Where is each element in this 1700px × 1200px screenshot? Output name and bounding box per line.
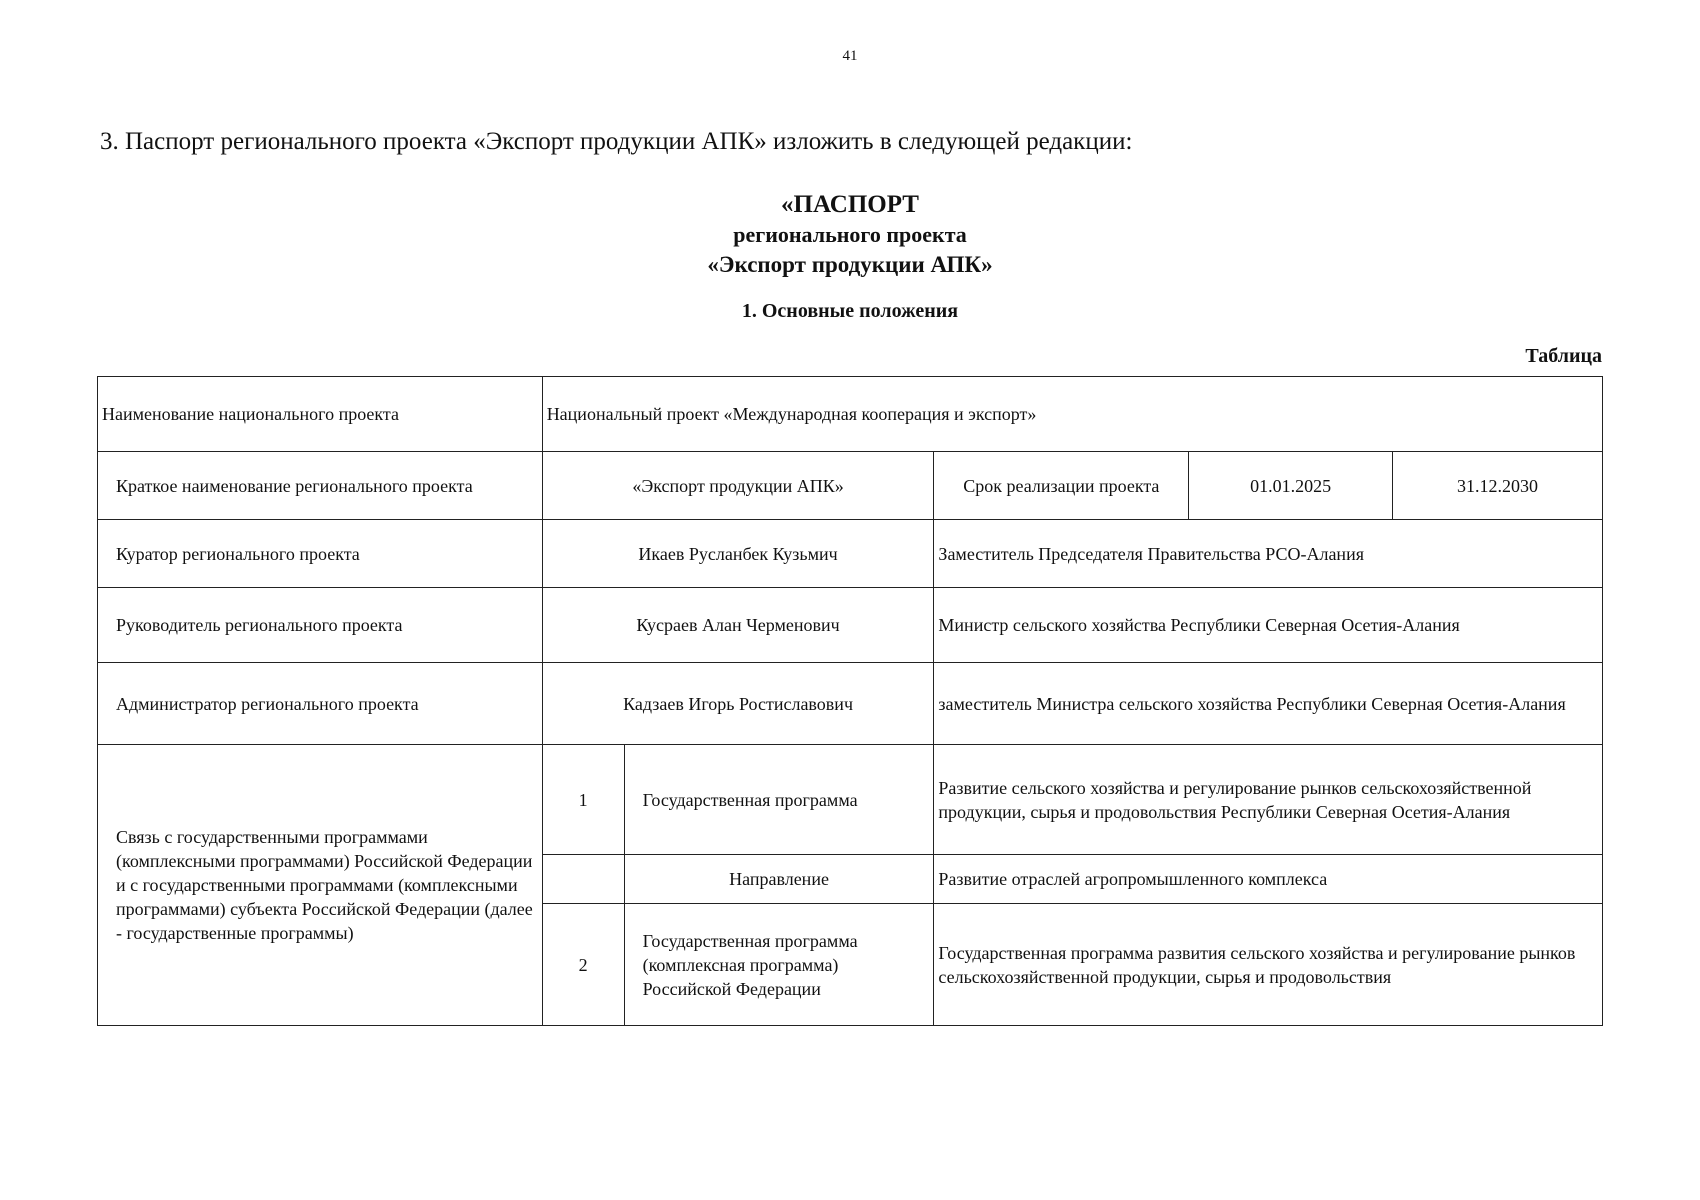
program-name: Развитие сельского хозяйства и регулирование рынков сельскохозяйственной продукции, сырья и продовольствия Республики Северная Осетия-Алания <box>934 745 1603 855</box>
program-type: Государственная программа <box>624 745 934 855</box>
admin-label: Администратор регионального проекта <box>98 663 543 745</box>
title-line-2: регионального проекта <box>733 222 967 247</box>
term-label: Срок реализации проекта <box>934 452 1189 520</box>
document-title <box>0 190 1700 280</box>
program-type: Государственная программа (комплексная программа) Российской Федерации <box>624 904 934 1026</box>
admin-position: заместитель Министра сельского хозяйства Республики Северная Осетия-Алания <box>934 663 1603 745</box>
curator-name: Икаев Русланбек Кузьмич <box>542 520 934 588</box>
term-start: 01.01.2025 <box>1189 452 1393 520</box>
table-row-program-1 <box>98 745 1603 855</box>
short-name-value: «Экспорт продукции АПК» <box>542 452 934 520</box>
curator-position: Заместитель Председателя Правительства РСО-Алания <box>934 520 1603 588</box>
title-line-1: «ПАСПОРТ <box>781 191 919 218</box>
program-name: Государственная программа развития сельского хозяйства и регулирование рынков сельскохозяйственной продукции, сырья и продовольствия <box>934 904 1603 1026</box>
curator-label: Куратор регионального проекта <box>98 520 543 588</box>
head-label: Руководитель регионального проекта <box>98 588 543 663</box>
head-name: Кусраев Алан Черменович <box>542 588 934 663</box>
program-type: Направление <box>624 855 934 904</box>
program-number: 2 <box>542 904 624 1026</box>
national-project-value: Национальный проект «Международная кооперация и экспорт» <box>542 377 1602 452</box>
head-position: Министр сельского хозяйства Республики Северная Осетия-Алания <box>934 588 1603 663</box>
admin-name: Кадзаев Игорь Ростиславович <box>542 663 934 745</box>
table-label: Таблица <box>1525 345 1602 367</box>
national-project-label: Наименование национального проекта <box>98 377 543 452</box>
table-row-short-name <box>98 452 1603 520</box>
program-number <box>542 855 624 904</box>
table-row-curator <box>98 520 1603 588</box>
intro-text: 3. Паспорт регионального проекта «Экспорт продукции АПК» изложить в следующей редакции: <box>100 128 1133 155</box>
page-number: 41 <box>842 48 858 64</box>
table-row-admin <box>98 663 1603 745</box>
program-number: 1 <box>542 745 624 855</box>
passport-table <box>97 376 1603 1026</box>
program-name: Развитие отраслей агропромышленного комплекса <box>934 855 1603 904</box>
term-end: 31.12.2030 <box>1393 452 1603 520</box>
section-heading: 1. Основные положения <box>741 300 959 322</box>
table-row-national-project <box>98 377 1603 452</box>
table-row-head <box>98 588 1603 663</box>
short-name-label: Краткое наименование регионального проекта <box>98 452 543 520</box>
title-line-3: «Экспорт продукции АПК» <box>707 252 993 277</box>
programs-label: Связь с государственными программами (комплексными программами) Российской Федерации и с государственными программами (комплексными программами) субъекта Российской Федерации (далее - государственные программы) <box>98 745 543 1026</box>
